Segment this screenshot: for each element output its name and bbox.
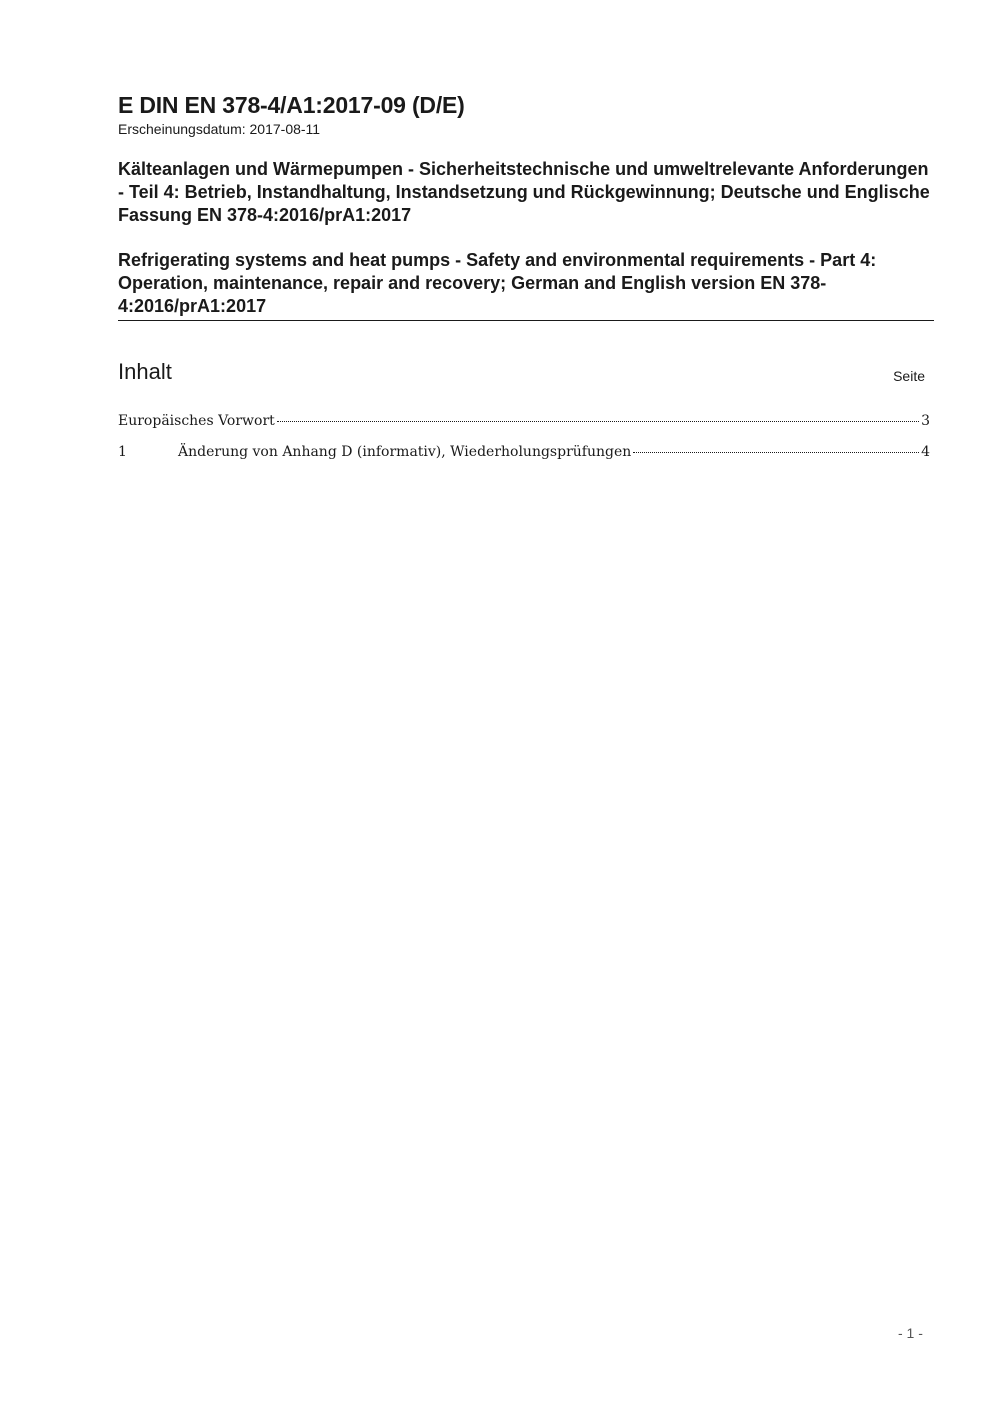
toc-heading: Inhalt <box>118 359 172 384</box>
toc-entry-page: 3 <box>921 413 930 429</box>
toc-header <box>118 359 934 389</box>
toc-entry-title: Änderung von Anhang D (informativ), Wiederholungsprüfungen <box>178 444 632 460</box>
page-number: - 1 - <box>898 1325 923 1341</box>
toc-entry-annex-d[interactable] <box>118 442 930 473</box>
title-english: Refrigerating systems and heat pumps - Safety and environmental requirements - Part 4: Operation, maintenance, repair and recovery; German and English version EN 378-4:2016/prA1:2017 <box>118 250 877 316</box>
document-id: E DIN EN 378-4/A1:2017-09 (D/E) <box>118 92 465 118</box>
toc-entry-page: 4 <box>921 444 930 460</box>
toc-list <box>118 411 930 473</box>
toc-leader-dots <box>633 452 919 453</box>
toc-entry-number: 1 <box>118 444 127 460</box>
title-divider <box>118 320 934 321</box>
title-german: Kälteanlagen und Wärmepumpen - Sicherheitstechnische und umweltrelevante Anforderungen - Teil 4: Betrieb, Instandhaltung, Instandsetzung und Rückgewinnung; Deutsche und Englische Fassung EN 378-4:2016/prA1:2017 <box>118 159 930 225</box>
toc-leader-dots <box>277 421 919 422</box>
toc-entry-foreword[interactable] <box>118 411 930 442</box>
publication-date: Erscheinungsdatum: 2017-08-11 <box>118 121 321 137</box>
document-page <box>118 90 934 473</box>
toc-entry-title: Europäisches Vorwort <box>118 413 275 429</box>
toc-page-label: Seite <box>893 368 925 384</box>
